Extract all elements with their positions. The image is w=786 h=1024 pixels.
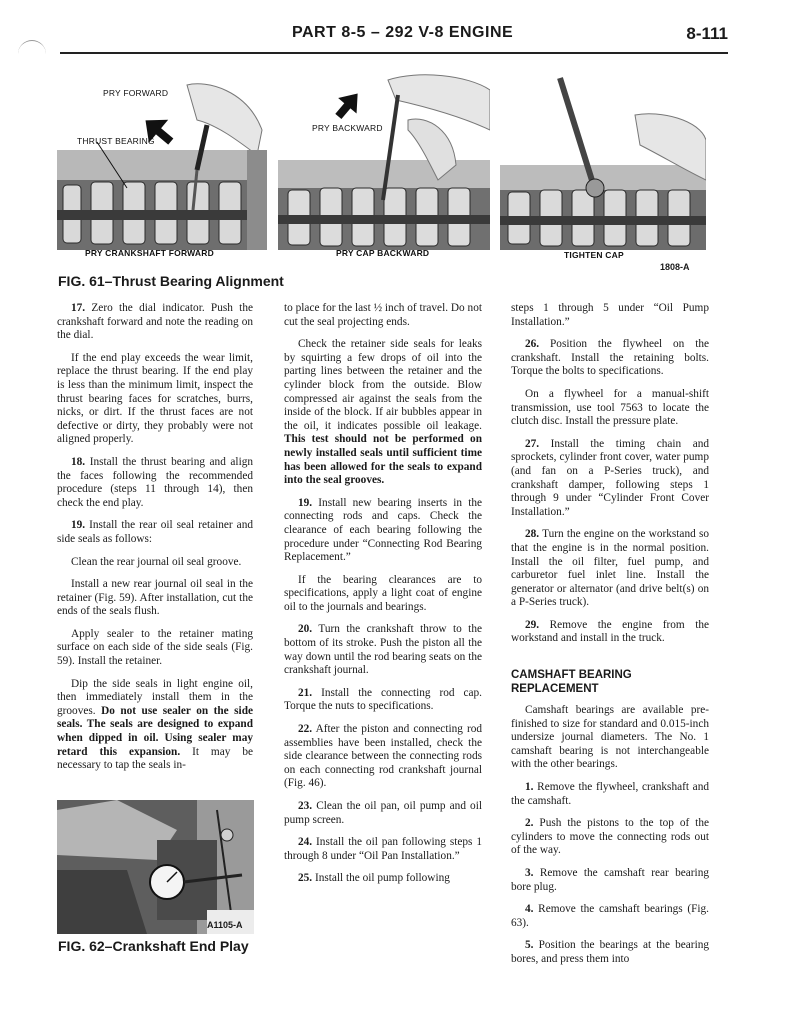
- step-21-text: Install the connecting rod cap. Torque the nuts to specifications.: [284, 686, 482, 713]
- engine-block-photo-2: [278, 70, 490, 260]
- paragraph-tap-seals: It may be necessary to tap the seals in-: [57, 745, 253, 772]
- section-heading-camshaft-bearing: CAMSHAFT BEARING REPLACEMENT: [511, 669, 632, 696]
- step-26-number: 26.: [525, 338, 540, 351]
- fig61-photo-pry-backward: [278, 70, 490, 260]
- cam-step-4-number: 4.: [525, 903, 534, 916]
- step-25-text: Install the oil pump following: [314, 872, 450, 885]
- warning-test-new-seals: This test should not be performed on newly installed seals until sufficient time has been allowed for the seals to expand into the seal grooves.: [284, 433, 482, 487]
- cam-step-4-text: Remove the camshaft bearings (Fig. 63).: [511, 903, 709, 929]
- step-28-text: Turn the engine on the workstand so that the engine is in the normal position. Install the oil filter, fuel pump, and carburetor fuel inlet line. Install the generator or alternator (and drive belt(s) on a P-Series truck).: [511, 528, 709, 609]
- step-23-number: 23.: [298, 800, 313, 812]
- step-19-number: 19.: [71, 519, 86, 532]
- paragraph-clean-groove: Clean the rear journal oil seal groove.: [71, 555, 242, 568]
- step-20-text: Turn the crankshaft throw to the bottom of its stroke. Push the piston all the way down until the rod bearing seats on the crankshaft journal.: [284, 623, 482, 677]
- paragraph-end-play: If the end play exceeds the wear limit, replace the thrust bearing. If the end play is less than the minimum limit, inspect the thrust bearing faces for scratches, burrs, nicks, or dirt. If the thrust faces are not defective or dirty, they probably were not aligned properly.: [57, 351, 253, 446]
- fig62-ref-code: A1105-A: [207, 920, 243, 930]
- paragraph-apply-sealer: Apply sealer to the retainer mating surface on each side of the side seals (Fig. 59). Install the retainer.: [57, 627, 253, 668]
- step-21-number: 21.: [298, 686, 313, 699]
- step-18-number: 18.: [71, 455, 86, 468]
- label-pry-crankshaft-forward: PRY CRANKSHAFT FORWARD: [85, 248, 214, 258]
- step-27-text: Install the timing chain and sprockets, cylinder front cover, water pump (and fan on a P-Series truck), and crankshaft damper, following steps 1 through 9 under “Cylinder Front Cover Installation.”: [511, 437, 709, 518]
- step-28-number: 28.: [525, 528, 540, 541]
- step-23-text: Clean the oil pan, oil pump and oil pump screen.: [284, 800, 482, 826]
- text-column-1: [57, 302, 253, 782]
- paragraph-bearing-clearance: If the bearing clearances are to specifications, apply a light coat of engine oil to the journals and bearings.: [284, 573, 482, 613]
- paragraph-camshaft-bearings: Camshaft bearings are available pre-finished to size for standard and 0.015-inch undersize journal diameters. The No. 1 camshaft bearing is not interchangeable with the other bearings.: [511, 704, 709, 771]
- cam-step-1-text: Remove the flywheel, crankshaft and the camshaft.: [511, 781, 709, 807]
- cam-step-2-text: Push the pistons to the top of the cylinders to move the connecting rods out of the way.: [511, 817, 709, 857]
- step-18-text: Install the thrust bearing and align the faces following the recommended procedure (steps 11 through 14), then check the end play.: [57, 455, 253, 509]
- warning-no-sealer: Do not use sealer on the side seals. The seals are designed to expand when dipped in oil. Using sealer may retard this expansion.: [57, 704, 253, 758]
- cam-step-5-number: 5.: [525, 939, 534, 952]
- fig61-ref-code: 1808-A: [660, 262, 690, 272]
- fig62-caption: FIG. 62–Crankshaft End Play: [58, 938, 249, 954]
- text-column-2: [284, 302, 482, 895]
- step-22-text: After the piston and connecting rod assemblies have been installed, check the side clearance between the connecting rods on each connecting rod crankshaft journal (Fig. 46).: [284, 723, 483, 790]
- step-24-number: 24.: [298, 836, 313, 849]
- step-17-text: Zero the dial indicator. Push the crankshaft forward and note the reading on the dial.: [57, 302, 253, 342]
- cam-step-5-text: Position the bearings at the bearing bores, and press them into: [511, 939, 710, 965]
- dial-indicator-photo: [57, 800, 254, 934]
- page-number: 8-111: [686, 24, 728, 43]
- step-17-number: 17.: [71, 302, 86, 314]
- fig61-photo-pry-forward: [57, 70, 267, 260]
- step-27-number: 27.: [525, 437, 540, 450]
- step-29-text: Remove the engine from the workstand and install in the truck.: [511, 618, 709, 645]
- step-26-text: Position the flywheel on the crankshaft. Install the retaining bolts. Torque the bolts to specifications.: [511, 338, 709, 378]
- paragraph-flywheel-manual: On a flywheel for a manual-shift transmission, use tool 7563 to locate the clutch disc. Install the pressure plate.: [511, 387, 709, 428]
- paragraph-seal-continued: to place for the last ½ inch of travel. Do not cut the seal projecting ends.: [284, 302, 482, 328]
- step-19b-text: Install new bearing inserts in the connecting rods and caps. Check the clearance of each bearing following the procedure under “Connecting Rod Bearing Replacement.”: [284, 496, 483, 564]
- page-corner-mark: [18, 40, 46, 55]
- cam-step-2-number: 2.: [525, 817, 534, 830]
- label-tighten-cap: TIGHTEN CAP: [564, 250, 624, 260]
- paragraph-check-leaks: Check the retainer side seals for leaks by squirting a few drops of oil into the parting lines between the retainer and the cylinder block from the outside. Blow compressed air against the seals from the inside of the block. If air bubbles appear in the oil, it indicates possible oil leakage.: [284, 338, 482, 432]
- step-24-text: Install the oil pan following steps 1 through 8 under “Oil Pan Installation.”: [284, 836, 482, 862]
- label-pry-forward: PRY FORWARD: [103, 88, 169, 98]
- cam-step-3-text: Remove the camshaft rear bearing bore plug.: [511, 867, 709, 893]
- paragraph-oil-pump-continued: steps 1 through 5 under “Oil Pump Installation.”: [511, 302, 709, 328]
- text-column-3: [511, 302, 709, 976]
- paragraph-dip-seals: Dip the side seals in light engine oil, then immediately install them in the grooves.: [57, 677, 253, 717]
- label-pry-cap-backward: PRY CAP BACKWARD: [336, 248, 430, 258]
- page-header: [60, 22, 728, 54]
- fig61-photo-tighten-cap: [500, 70, 706, 260]
- step-22-number: 22.: [298, 723, 313, 736]
- step-20-number: 20.: [298, 623, 313, 636]
- paragraph-install-seal: Install a new rear journal oil seal in the retainer (Fig. 59). After installation, cut the ends of the seals flush.: [57, 578, 253, 618]
- cam-step-1-number: 1.: [525, 781, 534, 794]
- label-pry-backward: PRY BACKWARD: [312, 123, 383, 133]
- fig62-photo-crankshaft-end-play: [57, 800, 254, 934]
- step-19b-number: 19.: [298, 496, 313, 509]
- step-29-number: 29.: [525, 618, 540, 631]
- step-19-text: Install the rear oil seal retainer and side seals as follows:: [57, 519, 253, 545]
- cam-step-3-number: 3.: [525, 867, 534, 879]
- engine-block-photo-1: [57, 70, 267, 260]
- page-header-title: PART 8-5 – 292 V-8 ENGINE: [292, 24, 514, 41]
- fig61-caption: FIG. 61–Thrust Bearing Alignment: [58, 273, 284, 289]
- step-25-number: 25.: [298, 872, 313, 885]
- label-thrust-bearing: THRUST BEARING: [77, 136, 155, 146]
- engine-block-photo-3: [500, 70, 706, 260]
